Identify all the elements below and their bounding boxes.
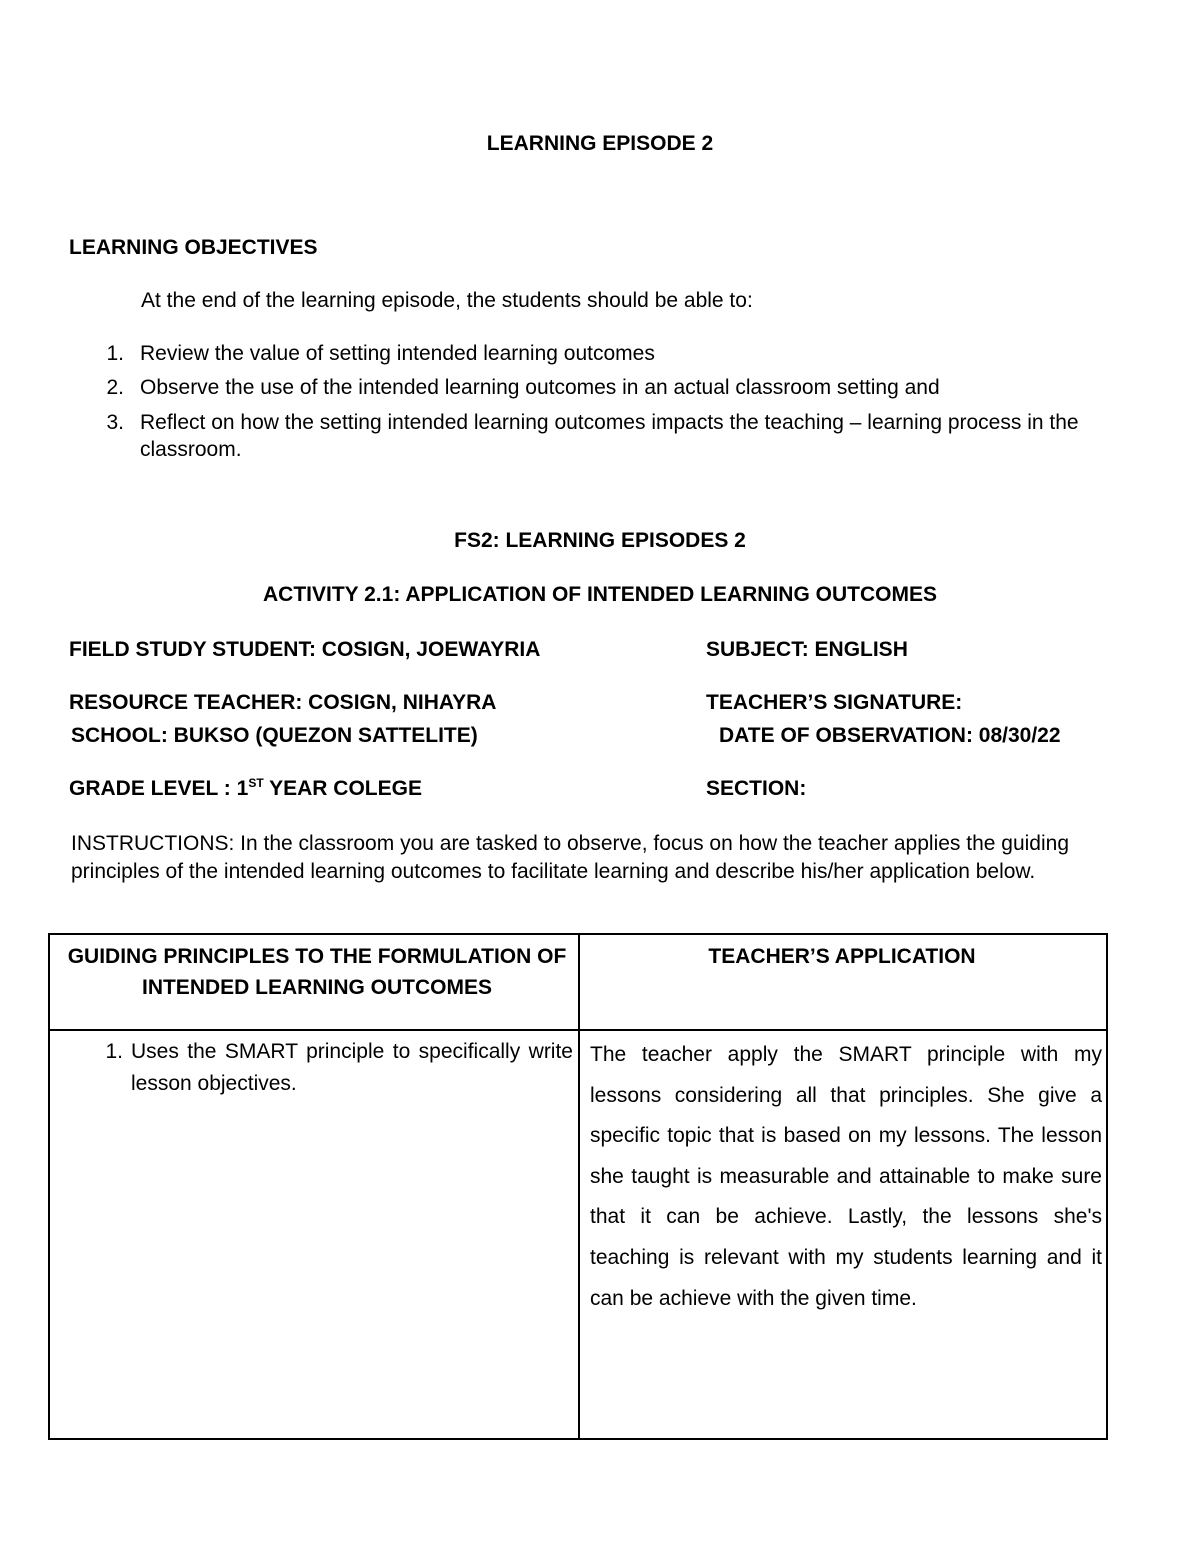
episode-title: FS2: LEARNING EPISODES 2 <box>454 529 746 552</box>
objectives-intro: At the end of the learning episode, the students should be able to: <box>141 289 753 312</box>
principle-number: 1. <box>105 1040 123 1063</box>
school-label: SCHOOL: BUKSO (QUEZON SATTELITE) <box>71 724 478 747</box>
objective-item <box>100 405 1140 463</box>
application-cell: The teacher apply the SMART principle with my lessons considering all that principles. She give a specific topic that is based on my lessons. The lesson she taught is measurable and attainable to make sure that it can be achieve. Lastly, the lessons she's teaching is relevant with my students learning and it can be achieve with the given time. <box>590 1043 1102 1310</box>
header-guiding-principles: GUIDING PRINCIPLES TO THE FORMULATION OF INTENDED LEARNING OUTCOMES <box>67 945 567 999</box>
grade-level <box>69 777 422 801</box>
grade-level-superscript: ST <box>248 776 264 790</box>
objectives-list <box>100 337 1140 463</box>
resource-teacher: RESOURCE TEACHER: COSIGN, NIHAYRA <box>69 691 497 714</box>
grade-level-suffix: YEAR COLEGE <box>263 777 422 800</box>
grade-level-prefix: GRADE LEVEL : 1 <box>69 777 249 800</box>
objective-text: Reflect on how the setting intended learning outcomes impacts the teaching – learning process in the classroom. <box>140 411 1079 461</box>
instructions-paragraph: INSTRUCTIONS: In the classroom you are tasked to observe, focus on how the teacher applies the guiding principles of the intended learning outcomes to facilitate learning and describe his/her application below. <box>71 832 1070 883</box>
objective-item <box>100 337 1140 371</box>
table-column-divider <box>578 935 580 1438</box>
objective-number: 1. <box>106 342 124 365</box>
objective-number: 2. <box>106 376 124 399</box>
objective-text: Observe the use of the intended learning outcomes in an actual classroom setting and <box>140 376 940 399</box>
header-teacher-application: TEACHER’S APPLICATION <box>708 945 976 968</box>
activity-title: ACTIVITY 2.1: APPLICATION OF INTENDED LEARNING OUTCOMES <box>263 583 937 606</box>
objective-text: Review the value of setting intended learning outcomes <box>140 342 655 365</box>
table-row-divider <box>50 1029 1106 1031</box>
principle-cell <box>99 1036 573 1100</box>
teacher-signature-label: TEACHER’S SIGNATURE: <box>706 691 963 714</box>
date-of-observation: DATE OF OBSERVATION: 08/30/22 <box>719 724 1061 747</box>
objective-number: 3. <box>106 411 124 434</box>
principle-text: Uses the SMART principle to specifically write lesson objectives. <box>131 1040 573 1095</box>
objectives-heading: LEARNING OBJECTIVES <box>69 236 318 259</box>
ilo-table <box>48 933 1108 1440</box>
objective-item <box>100 371 1140 405</box>
page-title: LEARNING EPISODE 2 <box>486 132 714 155</box>
field-study-student: FIELD STUDY STUDENT: COSIGN, JOEWAYRIA <box>69 638 541 661</box>
subject-label: SUBJECT: ENGLISH <box>706 638 908 661</box>
section-label: SECTION: <box>706 777 807 800</box>
